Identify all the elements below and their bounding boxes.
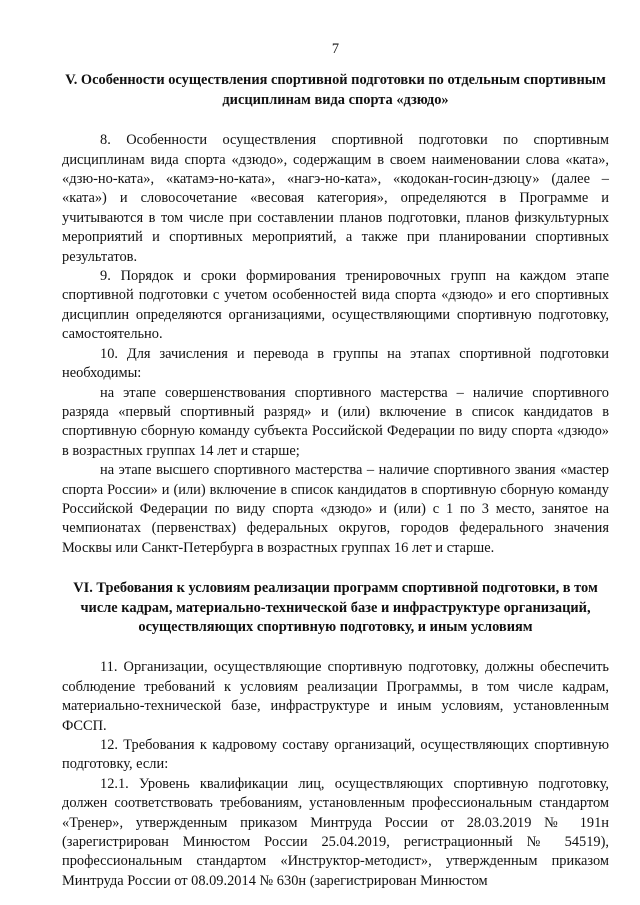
- paragraph-11: 11. Организации, осуществляющие спортивную подготовку, должны обеспечить соблюдение требований к условиям реализации Программы, в том числе кадрам, материально-технической базе, инфраструктуре и иным условиям, установленным ФССП.: [62, 659, 609, 734]
- section-5-heading: V. Особенности осуществления спортивной подготовки по отдельным спортивным дисциплинам вида спорта «дзюдо»: [65, 72, 606, 108]
- paragraph-10: 10. Для зачисления и перевода в группы на этапах спортивной подготовки необходимы:: [62, 345, 609, 382]
- section-6-heading: VI. Требования к условиям реализации программ спортивной подготовки, в том числе кадрам, материально-технической базе и инфраструктуре организаций, осуществляющих спортивную подготовку, и иным условиям: [73, 580, 598, 635]
- paragraph-10-stage-highest: на этапе высшего спортивного мастерства – наличие спортивного звания «мастер спорта России» и (или) включение в список кандидатов в спортивную сборную команду Российской Федерации по виду спорта «дзюдо» и (или) с 1 по 3 место, занятое на чемпионатах (первенствах) федеральных округов, городов федерального значения Москвы или Санкт-Петербурга в возрастных группах 16 лет и старше.: [62, 462, 609, 556]
- paragraph-12: 12. Требования к кадровому составу организаций, осуществляющих спортивную подготовку, если:: [62, 737, 609, 773]
- paragraph-10-stage-improvement: на этапе совершенствования спортивного мастерства – наличие спортивного разряда «первый спортивный разряд» и (или) включение в список кандидатов в спортивную сборную команду субъекта Российской Федерации по виду спорта «дзюдо» в возрастных группах 14 лет и старше;: [62, 384, 609, 459]
- paragraph-9: 9. Порядок и сроки формирования тренировочных групп на каждом этапе спортивной подготовки с учетом особенностей вида спорта «дзюдо» и его спортивных дисциплин определяются организациями, осуществляющими спортивную подготовку, самостоятельно.: [62, 268, 609, 343]
- page-number: 7: [331, 41, 340, 57]
- paragraph-8: 8. Особенности осуществления спортивной подготовки по спортивным дисциплинам вида спорта «дзюдо», содержащим в своем наименовании слова «ката», «дзю-но-ката», «катамэ-но-ката», «нагэ-но-ката», «кодокан-госин-дзюцу» (далее – «ката») и словосочетание «весовая категория», определяются в Программе и учитываются в том числе при составлении планов подготовки, планов физкультурных мероприятий и спортивных мероприятий, а также при планировании спортивных результатов.: [62, 132, 609, 265]
- paragraph-12-1: 12.1. Уровень квалификации лиц, осуществляющих спортивную подготовку, должен соответствовать требованиям, установленным профессиональным стандартом «Тренер», утвержденным приказом Минтруда России от 28.03.2019 № 191н (зарегистрирован Минюстом России 25.04.2019, регистрационный № 54519), профессиональным стандартом «Инструктор-методист», утвержденным приказом Минтруда России от 08.09.2014 № 630н (зарегистрирован Минюстом: [62, 775, 609, 889]
- document-page: [62, 40, 609, 891]
